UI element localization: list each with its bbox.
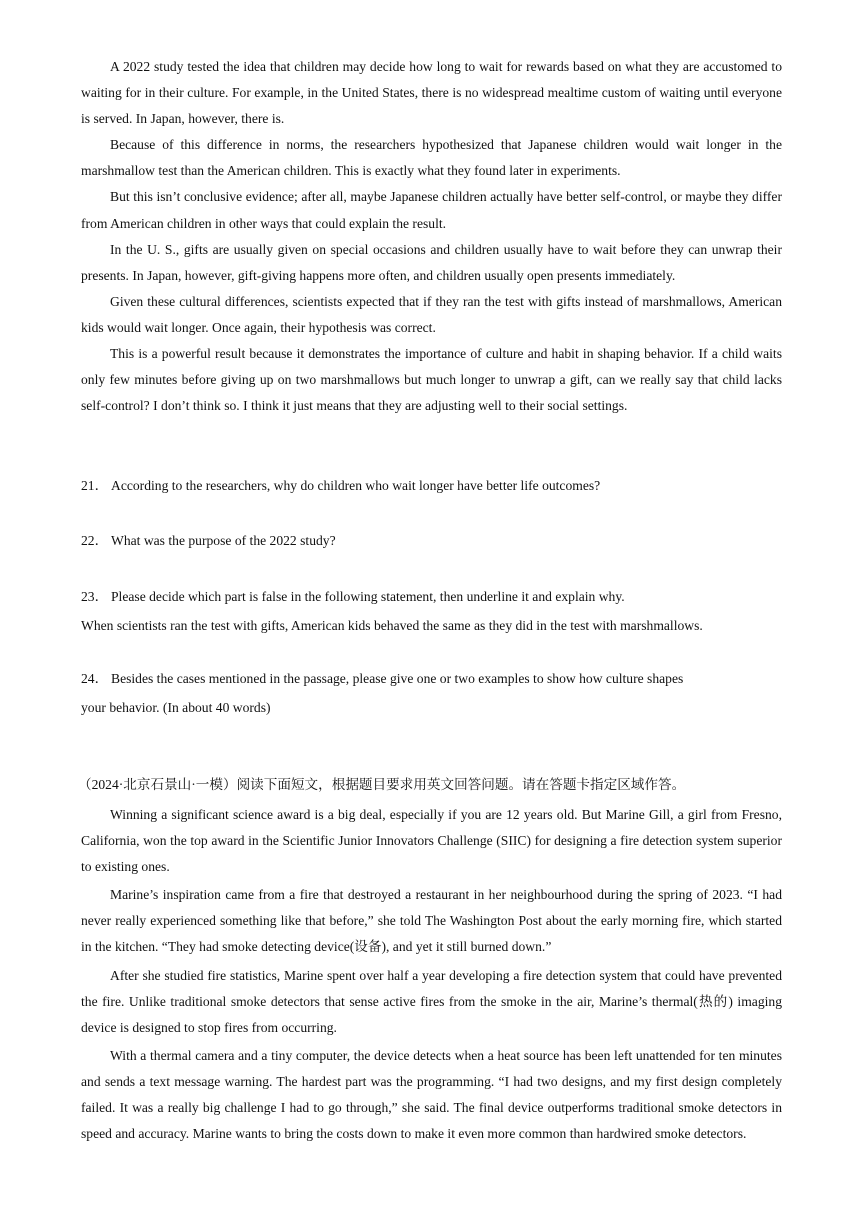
passage-1-paragraph-3: But this isn’t conclusive evidence; after all, maybe Japanese children actually have better self-control, or maybe they differ from American children in other ways that could explain the result. [81,189,782,231]
passage-2-paragraph-1: Winning a significant science award is a big deal, especially if you are 12 years old. But Marine Gill, a girl from Fresno, California, won the top award in the Scientific Junior Innovators Challenge (SIIC) for designing a fire detection system superior to existing ones. [81,807,782,875]
passage-1-paragraph-1: A 2022 study tested the idea that children may decide how long to wait for rewards based on what they are accustomed to waiting for in their culture. For example, in the United States, there is no widespread mealtime custom of waiting until everyone is served. In Japan, however, there is. [81,59,782,127]
question-number: 24． [81,671,109,686]
question-24 [81,666,782,721]
passage-2-paragraph-3: After she studied fire statistics, Marine spent over half a year developing a fire detection system that could have prevented the fire. Unlike traditional smoke detectors that sense active fires from the smoke in the air, Marine’s thermal(热的) imaging device is designed to stop fires from occurring. [81,967,782,1035]
passage-2-paragraph-4: With a thermal camera and a tiny computer, the device detects when a heat source has been left unattended for ten minutes and sends a text message warning. The hardest part was the programming. “I had two designs, and my first design completely failed. It was a really big challenge I had to go through,” she said. The final device outperforms traditional smoke detectors in speed and accuracy. Marine wants to bring the costs down to make it even more common than hardwired smoke detectors. [81,1047,782,1142]
passage-2 [81,802,782,1147]
question-text: Besides the cases mentioned in the passage, please give one or two examples to show how culture shapes [111,671,684,686]
passage-2-source [78,772,783,798]
passage-2-paragraph-2: Marine’s inspiration came from a fire that destroyed a restaurant in her neighbourhood during the spring of 2023. “I had never really experienced something like that before,” she told The Washington Post about the early morning fire, which started in the kitchen. “They had smoke detecting device(设备), and yet it still burned down.” [81,887,782,955]
question-22 [81,528,782,554]
question-23-statement: When scientists ran the test with gifts, American kids behaved the same as they did in the test with marshmallows. [81,618,703,633]
passage-1 [81,54,782,419]
question-21 [81,473,782,499]
passage-1-paragraph-6: This is a powerful result because it demonstrates the importance of culture and habit in shaping behavior. If a child waits only few minutes before giving up on two marshmallows but much longer to unwrap a gift, can we really say that child lacks self-control? I don’t think so. I think it just means that they are adjusting well to their social settings. [81,346,782,414]
source-line: （2024·北京石景山·一模）阅读下面短文，根据题目要求用英文回答问题。请在答题卡指定区域作答。 [78,777,686,792]
question-number: 23． [81,589,109,604]
question-text: Please decide which part is false in the following statement, then underline it and explain why. [111,589,625,604]
question-24-continuation: your behavior. (In about 40 words) [81,700,271,715]
question-text: What was the purpose of the 2022 study? [111,533,336,548]
passage-1-paragraph-4: In the U. S., gifts are usually given on special occasions and children usually have to wait before they can unwrap their presents. In Japan, however, gift-giving happens more often, and children usually open presents immediately. [81,241,782,283]
passage-1-paragraph-2: Because of this difference in norms, the researchers hypothesized that Japanese children would wait longer in the marshmallow test than the American children. This is exactly what they found later in experiments. [81,137,782,179]
question-text: According to the researchers, why do children who wait longer have better life outcomes? [111,478,601,493]
question-23 [81,584,782,639]
question-number: 21． [81,478,109,493]
passage-1-paragraph-5: Given these cultural differences, scientists expected that if they ran the test with gifts instead of marshmallows, American kids would wait longer. Once again, their hypothesis was correct. [81,293,782,335]
question-number: 22． [81,533,109,548]
